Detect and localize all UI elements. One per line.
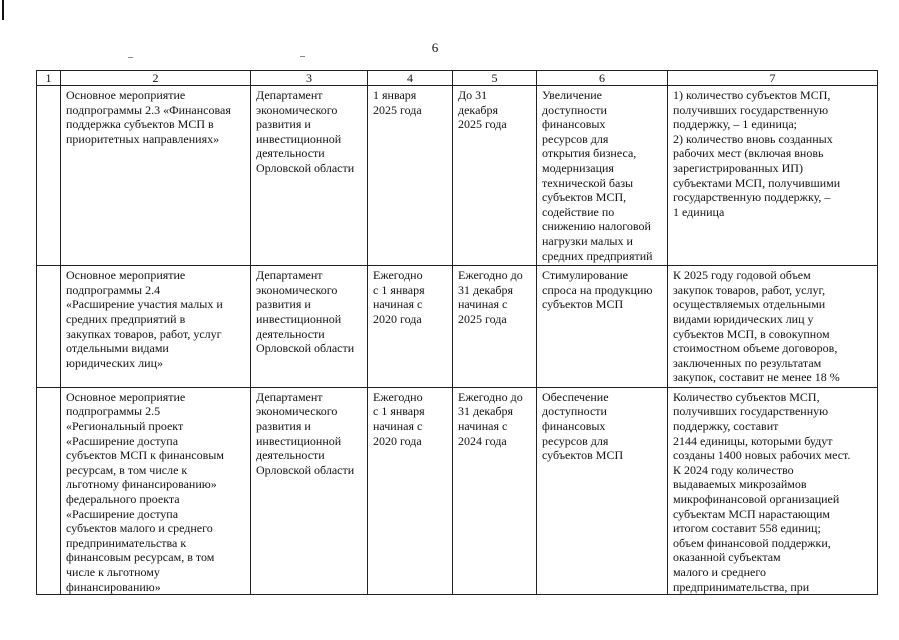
cell-text-line: объем финансовой поддержки, bbox=[673, 535, 831, 550]
cell-text-line: Ежегодно до bbox=[458, 268, 523, 283]
cell-text-line: содействие по bbox=[542, 204, 615, 219]
cell-text-line: 31 декабря bbox=[458, 282, 514, 297]
executor-cell bbox=[251, 266, 368, 388]
cell-text-line: субъектов МСП, в совокупном bbox=[673, 326, 830, 341]
cell-text-line: 1) количество субъектов МСП, bbox=[673, 88, 831, 102]
scan-artifact bbox=[128, 57, 133, 58]
cell-text-line: развития и bbox=[256, 117, 311, 132]
cell-text-line: До 31 bbox=[458, 88, 488, 102]
cell-text-line: начиная с bbox=[373, 297, 423, 312]
cell-text-line: 1 единица bbox=[673, 204, 725, 219]
cell-text-line: начиная с bbox=[373, 419, 423, 434]
cell-text-line: отдельными видами bbox=[66, 341, 169, 356]
cell-text-line: закупок, составит не менее 18 % bbox=[673, 370, 840, 385]
cell-text-line: Основное мероприятие bbox=[66, 268, 186, 283]
column-header: 3 bbox=[251, 71, 368, 86]
cell-text-line: 2025 года bbox=[458, 117, 507, 132]
cell-text-line: поддержка субъектов МСП в bbox=[66, 117, 214, 132]
scan-artifact bbox=[300, 56, 305, 57]
cell-text-line: начиная с bbox=[458, 297, 508, 312]
cell-text-line: микрофинансовой организацией bbox=[673, 492, 840, 507]
cell-text-line: инвестиционной bbox=[256, 433, 342, 448]
cell-text-line: инвестиционной bbox=[256, 311, 342, 326]
cell-text-line: Основное мероприятие bbox=[66, 389, 186, 404]
cell-text-line: Увеличение bbox=[542, 88, 603, 102]
cell-text-line: начиная с bbox=[458, 419, 508, 434]
cell-text-line: финансовым ресурсам, в том bbox=[66, 550, 215, 565]
cell-text-line: закупок товаров, работ, услуг, bbox=[673, 282, 826, 297]
cell-text-line: приоритетных направлениях» bbox=[66, 131, 220, 146]
cell-text-line: зарегистрированных ИП) bbox=[673, 160, 803, 175]
cell-text-line: ресурсов для bbox=[542, 433, 609, 448]
cell-text-line: субъектов МСП, bbox=[542, 190, 627, 205]
cell-text-line: Количество субъектов МСП, bbox=[673, 389, 820, 404]
expected-result-cell bbox=[537, 266, 668, 388]
cell-text-line: получивших государственную bbox=[673, 404, 829, 419]
cell-text-line: подпрограммы 2.3 «Финансовая bbox=[66, 102, 231, 117]
cell-text-line: подпрограммы 2.5 bbox=[66, 404, 161, 419]
column-header: 4 bbox=[368, 71, 453, 86]
cell-text-line: Ежегодно bbox=[373, 389, 423, 404]
cell-text-line: Орловской области bbox=[256, 462, 355, 477]
cell-text-line: созданы 1400 новых рабочих мест. bbox=[673, 448, 851, 463]
cell-text-line: технической базы bbox=[542, 175, 634, 190]
cell-text-line: субъектами МСП, получившими bbox=[673, 175, 841, 190]
row-number-cell bbox=[37, 387, 61, 594]
column-header: 2 bbox=[61, 71, 251, 86]
cell-text-line: Ежегодно bbox=[373, 268, 423, 283]
cell-text-line: 2025 года bbox=[458, 311, 507, 326]
end-date-cell bbox=[453, 86, 537, 266]
expected-result-cell bbox=[537, 387, 668, 594]
cell-text-line: числе к льготному bbox=[66, 565, 160, 579]
cell-text-line: доступности bbox=[542, 102, 607, 117]
cell-text-line: стоимостном объеме договоров, bbox=[673, 341, 838, 356]
cell-text-line: нагрузки малых и bbox=[542, 233, 633, 248]
cell-text-line: открытия бизнеса, bbox=[542, 146, 637, 161]
cell-text-line: осуществляемых отдельными bbox=[673, 297, 826, 312]
cell-text-line: Ежегодно до bbox=[458, 389, 523, 404]
cell-text-line: оказанной субъектам bbox=[673, 550, 781, 565]
cell-text-line: заключенных по результатам bbox=[673, 355, 822, 370]
cell-text-line: Обеспечение bbox=[542, 389, 609, 404]
cell-text-line: экономического bbox=[256, 102, 338, 117]
table-row bbox=[37, 86, 878, 266]
column-header: 5 bbox=[453, 71, 537, 86]
cell-text-line: федерального проекта bbox=[66, 492, 180, 507]
cell-text-line: декабря bbox=[458, 102, 499, 117]
cell-text-line: 1 января bbox=[373, 88, 417, 102]
page-number: 6 bbox=[431, 40, 439, 55]
cell-text-line: Орловской области bbox=[256, 160, 355, 175]
cell-text-line: видами юридических лиц у bbox=[673, 311, 814, 326]
cell-text-line: финансовых bbox=[542, 419, 606, 434]
cell-text-line: финансированию» bbox=[66, 579, 161, 594]
cell-text-line: инвестиционной bbox=[256, 131, 342, 146]
executor-cell bbox=[251, 387, 368, 594]
cell-text-line: экономического bbox=[256, 282, 338, 297]
executor-cell bbox=[251, 86, 368, 266]
cell-text-line: Основное мероприятие bbox=[66, 88, 186, 102]
cell-text-line: 2020 года bbox=[373, 433, 422, 448]
cell-text-line: Стимулирование bbox=[542, 268, 628, 283]
cell-text-line: субъектов МСП к финансовым bbox=[66, 448, 224, 463]
cell-text-line: 2144 единицы, которыми будут bbox=[673, 433, 833, 448]
cell-text-line: 31 декабря bbox=[458, 404, 514, 419]
cell-text-line: «Расширение доступа bbox=[66, 433, 179, 448]
cell-text-line: «Расширение доступа bbox=[66, 506, 179, 521]
cell-text-line: субъектов малого и среднего bbox=[66, 521, 213, 536]
cell-text-line: деятельности bbox=[256, 146, 325, 161]
cell-text-line: субъектов МСП bbox=[542, 448, 624, 463]
cell-text-line: доступности bbox=[542, 404, 607, 419]
cell-text-line: ресурсов для bbox=[542, 131, 609, 146]
cell-text-line: с 1 января bbox=[373, 404, 425, 419]
start-date-cell bbox=[368, 86, 453, 266]
scan-edge-mark bbox=[2, 0, 4, 20]
cell-text-line: рабочих мест (включая вновь bbox=[673, 146, 824, 161]
cell-text-line: субъектам МСП нарастающим bbox=[673, 506, 831, 521]
cell-text-line: Департамент bbox=[256, 389, 323, 404]
cell-text-line: «Расширение участия малых и bbox=[66, 297, 223, 312]
cell-text-line: деятельности bbox=[256, 448, 325, 463]
cell-text-line: ресурсам, в том числе к bbox=[66, 462, 188, 477]
expected-result-cell bbox=[537, 86, 668, 266]
end-date-cell bbox=[453, 387, 537, 594]
end-date-cell bbox=[453, 266, 537, 388]
cell-text-line: подпрограммы 2.4 bbox=[66, 282, 161, 297]
measures-table bbox=[36, 70, 878, 595]
cell-text-line: государственную поддержку, – bbox=[673, 190, 831, 205]
indicator-cell bbox=[668, 387, 878, 594]
cell-text-line: поддержку, – 1 единица; bbox=[673, 117, 797, 132]
cell-text-line: финансовых bbox=[542, 117, 606, 132]
row-number-cell bbox=[37, 266, 61, 388]
cell-text-line: К 2025 году годовой объем bbox=[673, 268, 811, 283]
cell-text-line: с 1 января bbox=[373, 282, 425, 297]
cell-text-line: Департамент bbox=[256, 88, 323, 102]
cell-text-line: предпринимательства, при bbox=[673, 579, 810, 594]
cell-text-line: «Региональный проект bbox=[66, 419, 184, 434]
cell-text-line: средних предприятий bbox=[542, 248, 653, 263]
table-row bbox=[37, 387, 878, 594]
event-name-cell bbox=[61, 266, 251, 388]
event-name-cell bbox=[61, 387, 251, 594]
row-number-cell bbox=[37, 86, 61, 266]
start-date-cell bbox=[368, 266, 453, 388]
cell-text-line: экономического bbox=[256, 404, 338, 419]
cell-text-line: К 2024 году количество bbox=[673, 462, 794, 477]
cell-text-line: 2) количество вновь созданных bbox=[673, 131, 833, 146]
cell-text-line: поддержку, составит bbox=[673, 419, 779, 434]
cell-text-line: 2020 года bbox=[373, 311, 422, 326]
cell-text-line: итогом составит 558 единиц; bbox=[673, 521, 821, 536]
column-header: 1 bbox=[37, 71, 61, 86]
indicator-cell bbox=[668, 266, 878, 388]
cell-text-line: модернизация bbox=[542, 160, 614, 175]
cell-text-line: 2024 года bbox=[458, 433, 507, 448]
cell-text-line: закупках товаров, работ, услуг bbox=[66, 326, 222, 341]
cell-text-line: выдаваемых микрозаймов bbox=[673, 477, 807, 492]
event-name-cell bbox=[61, 86, 251, 266]
cell-text-line: развития и bbox=[256, 297, 311, 312]
cell-text-line: малого и среднего bbox=[673, 565, 766, 579]
cell-text-line: снижению налоговой bbox=[542, 219, 651, 234]
table-row bbox=[37, 266, 878, 388]
header-row bbox=[37, 71, 878, 86]
cell-text-line: 2025 года bbox=[373, 102, 422, 117]
cell-text-line: спроса на продукцию bbox=[542, 282, 653, 297]
cell-text-line: юридических лиц» bbox=[66, 355, 163, 370]
cell-text-line: предпринимательства к bbox=[66, 535, 187, 550]
indicator-cell bbox=[668, 86, 878, 266]
cell-text-line: получивших государственную bbox=[673, 102, 829, 117]
cell-text-line: развития и bbox=[256, 419, 311, 434]
cell-text-line: субъектов МСП bbox=[542, 297, 624, 312]
column-header: 6 bbox=[537, 71, 668, 86]
start-date-cell bbox=[368, 387, 453, 594]
cell-text-line: Орловской области bbox=[256, 341, 355, 356]
cell-text-line: льготному финансированию» bbox=[66, 477, 217, 492]
cell-text-line: деятельности bbox=[256, 326, 325, 341]
cell-text-line: средних предприятий в bbox=[66, 311, 186, 326]
column-header: 7 bbox=[668, 71, 878, 86]
cell-text-line: Департамент bbox=[256, 268, 323, 283]
